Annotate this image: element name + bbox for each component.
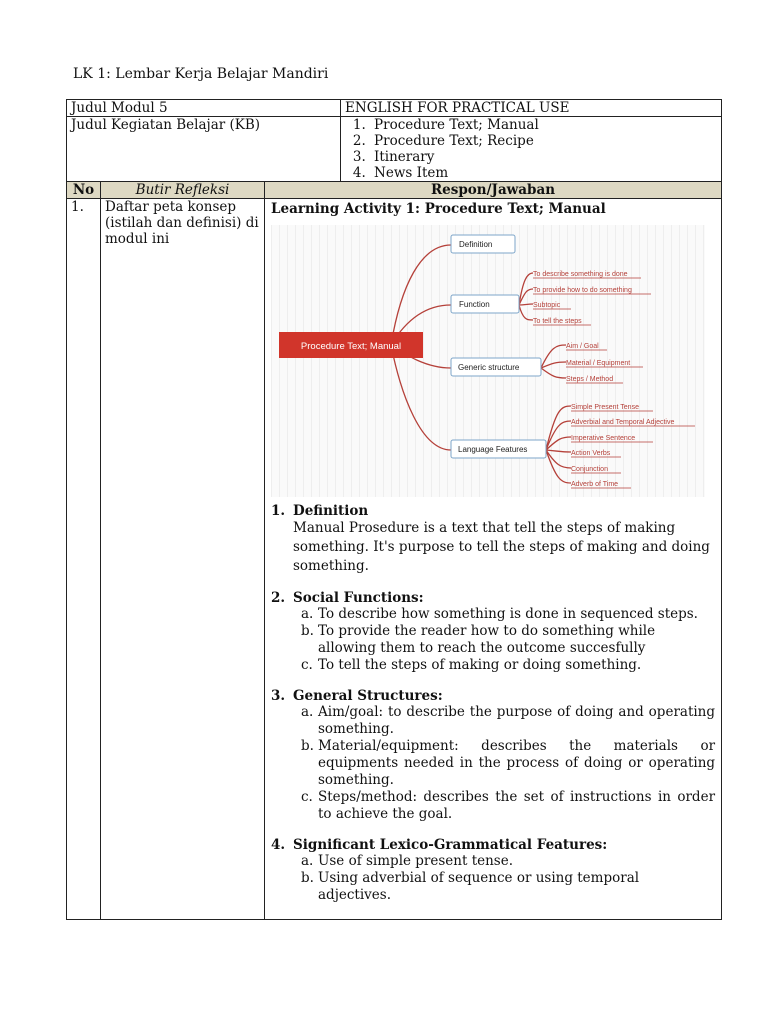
kb-row	[67, 117, 722, 182]
language-leaf: Conjunction	[571, 466, 608, 473]
language-leaf: Adverb of Time	[571, 481, 619, 488]
list-item: a. To describe how something is done in sequenced steps.	[301, 606, 698, 622]
function-leaf: To provide how to do something	[533, 287, 632, 294]
response-cell	[265, 199, 722, 920]
language-leaf: Adverbial and Temporal Adjective	[571, 419, 675, 426]
kb-item: 4. News Item	[370, 165, 717, 181]
generic-leaf: Aim / Goal	[566, 343, 599, 350]
concept-mindmap	[271, 225, 705, 497]
reflection-row	[67, 199, 722, 920]
kb-label: Judul Kegiatan Belajar (KB)	[67, 117, 341, 182]
kb-list	[345, 117, 717, 181]
generic-leaf: Steps / Method	[566, 376, 614, 383]
mindmap-root	[279, 332, 423, 358]
section-definition	[271, 503, 715, 576]
language-leaf: Imperative Sentence	[571, 435, 636, 442]
list-item: b. Material/equipment: describes the materials or equipments needed in the process of doing or operating something.	[301, 738, 716, 788]
language-leaf: Action Verbs	[571, 450, 611, 457]
activity-title: Learning Activity 1: Procedure Text; Manual	[271, 201, 606, 217]
definition-node: Definition	[459, 240, 493, 249]
modul-value: ENGLISH FOR PRACTICAL USE	[341, 100, 722, 117]
list-item: c. Steps/method: describes the set of instructions in order to achieve the goal.	[301, 789, 716, 822]
language-features-node: Language Features	[458, 445, 528, 454]
row-number: 1.	[67, 199, 101, 920]
header-butir: Butir Refleksi	[101, 182, 265, 199]
section-general-structures	[271, 688, 715, 823]
worksheet-table	[66, 99, 722, 920]
root-label: Procedure Text; Manual	[300, 341, 402, 352]
kb-item: 1. Procedure Text; Manual	[370, 117, 717, 133]
list-item: c. To tell the steps of making or doing something.	[301, 657, 642, 673]
section-social-functions	[271, 590, 715, 674]
section-heading: 4. Significant Lexico-Grammatical Features:	[271, 837, 608, 853]
header-no: No	[67, 182, 101, 199]
list-item: b. To provide the reader how to do something while allowing them to reach the outcome succesfully	[301, 623, 656, 656]
function-node: Function	[459, 300, 490, 309]
generic-structure-node: Generic structure	[458, 363, 520, 372]
function-leaf: To tell the steps	[533, 318, 582, 325]
kb-list-cell	[341, 117, 722, 182]
document-title: LK 1: Lembar Kerja Belajar Mandiri	[73, 66, 329, 82]
list-item: a. Use of simple present tense.	[301, 853, 514, 869]
butir-cell: Daftar peta konsep (istilah dan definisi) di modul ini	[101, 199, 265, 920]
section-heading: 2. Social Functions:	[271, 590, 424, 606]
list-item: a. Aim/goal: to describe the purpose of doing and operating something.	[301, 704, 716, 737]
definition-text: Manual Prosedure is a text that tell the steps of making something. It's purpose to tell the steps of making and doing something.	[293, 520, 710, 574]
kb-item: 3. Itinerary	[370, 149, 717, 165]
modul-label: Judul Modul 5	[67, 100, 341, 117]
list-item: b. Using adverbial of sequence or using temporal adjectives.	[301, 870, 640, 903]
modul-row	[67, 100, 722, 117]
header-row	[67, 182, 722, 199]
function-leaf: To describe something is done	[533, 271, 628, 278]
function-leaf: Subtopic	[533, 302, 561, 309]
kb-item: 2. Procedure Text; Recipe	[370, 133, 717, 149]
section-heading: 3. General Structures:	[271, 688, 443, 704]
social-list	[301, 606, 715, 674]
general-list	[301, 704, 715, 823]
section-lexico-grammatical	[271, 837, 715, 904]
header-respon: Respon/Jawaban	[265, 182, 722, 199]
lexico-list	[301, 853, 715, 904]
language-leaf: Simple Present Tense	[571, 404, 639, 411]
generic-leaf: Material / Equipment	[566, 360, 631, 367]
section-heading: 1. Definition	[271, 503, 369, 519]
